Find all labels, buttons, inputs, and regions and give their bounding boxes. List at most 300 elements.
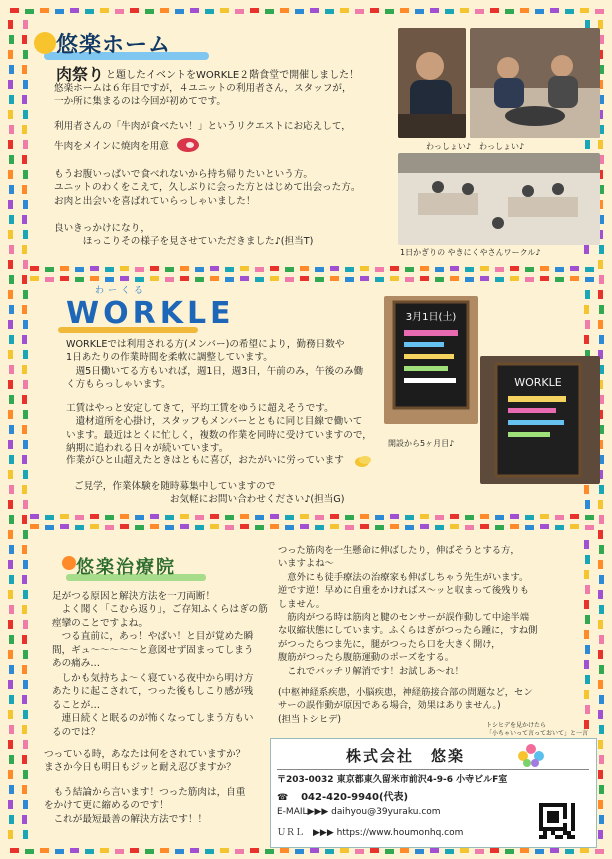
confetti-piece: [180, 266, 189, 271]
confetti-piece: [8, 50, 13, 59]
confetti-piece: [8, 710, 13, 719]
confetti-piece: [450, 524, 459, 529]
confetti-piece: [585, 525, 594, 530]
confetti-piece: [210, 276, 219, 281]
confetti-piece: [598, 680, 603, 689]
confetti-piece: [8, 740, 13, 749]
confetti-piece: [480, 266, 489, 271]
confetti-piece: [585, 645, 590, 654]
confetti-piece: [220, 848, 229, 853]
qr-module: [551, 803, 555, 807]
qr-module: [571, 803, 575, 807]
confetti-piece: [30, 514, 39, 519]
confetti-piece: [300, 524, 309, 529]
confetti-piece: [585, 615, 590, 624]
confetti-piece: [160, 8, 169, 13]
confetti-piece: [598, 830, 603, 839]
confetti-piece: [8, 230, 13, 239]
confetti-piece: [599, 515, 604, 524]
confetti-piece: [510, 514, 519, 519]
confetti-piece: [540, 266, 549, 271]
photo-bbq-group: [470, 28, 600, 138]
confetti-piece: [9, 335, 14, 344]
confetti-piece: [430, 8, 439, 13]
qr-module: [571, 823, 575, 827]
confetti-piece: [435, 525, 444, 530]
confetti-piece: [255, 525, 264, 530]
confetti-piece: [9, 785, 14, 794]
meat-festival-subtitle: と題したイベントをWORKLE２階食堂で開催しました！: [106, 70, 360, 81]
confetti-piece: [8, 470, 13, 479]
confetti-piece: [330, 524, 339, 529]
confetti-piece: [8, 140, 13, 149]
confetti-piece: [584, 570, 589, 579]
confetti-piece: [22, 455, 27, 464]
confetti-piece: [150, 276, 159, 281]
company-name: 株式会社 悠楽: [346, 747, 466, 765]
confetti-piece: [385, 849, 394, 854]
confetti-piece: [45, 525, 54, 530]
qr-module: [547, 803, 551, 807]
confetti-piece: [23, 740, 28, 749]
confetti-piece: [240, 524, 249, 529]
confetti-piece: [525, 267, 534, 272]
confetti-piece: [325, 9, 334, 14]
confetti-piece: [360, 524, 369, 529]
confetti-piece: [435, 267, 444, 272]
confetti-piece: [22, 185, 27, 194]
confetti-piece: [9, 305, 14, 314]
confetti-piece: [510, 276, 519, 281]
confetti-piece: [150, 266, 159, 271]
confetti-piece: [22, 35, 27, 44]
confetti-piece: [599, 665, 604, 674]
confetti-piece: [520, 8, 529, 13]
confetti-piece: [370, 848, 379, 853]
svg-text:WORKLE: WORKLE: [514, 376, 562, 389]
confetti-piece: [599, 335, 604, 344]
confetti-piece: [9, 95, 14, 104]
qr-module: [539, 835, 543, 839]
qr-module: [571, 807, 575, 811]
company-divider: [277, 769, 589, 770]
confetti-piece: [585, 500, 590, 509]
company-info-box: [270, 738, 597, 848]
confetti-piece: [9, 275, 14, 284]
confetti-piece: [23, 230, 28, 239]
confetti-piece: [8, 500, 13, 509]
confetti-piece: [22, 335, 27, 344]
qr-module: [571, 827, 575, 831]
confetti-piece: [22, 275, 27, 284]
qr-module: [551, 811, 555, 815]
confetti-piece: [535, 849, 544, 854]
confetti-piece: [598, 140, 603, 149]
confetti-piece: [375, 277, 384, 282]
qr-module: [555, 811, 559, 815]
qr-module: [555, 815, 559, 819]
confetti-piece: [9, 695, 14, 704]
confetti-piece: [480, 276, 489, 281]
confetti-piece: [115, 9, 124, 14]
confetti-piece: [510, 266, 519, 271]
confetti-piece: [75, 267, 84, 272]
confetti-piece: [240, 266, 249, 271]
confetti-piece: [145, 9, 154, 14]
confetti-piece: [295, 849, 304, 854]
confetti-piece: [598, 740, 603, 749]
confetti-piece: [23, 440, 28, 449]
confetti-piece: [135, 267, 144, 272]
confetti-piece: [415, 849, 424, 854]
confetti-piece: [240, 276, 249, 281]
chiryoin-dot-icon: [62, 556, 76, 570]
confetti-piece: [599, 725, 604, 734]
clapping-hands-icon: [354, 454, 372, 468]
confetti-piece: [599, 695, 604, 704]
confetti-piece: [599, 275, 604, 284]
confetti-piece: [599, 755, 604, 764]
company-email[interactable]: E-MAIL▶▶▶ daihyou@39yuraku.com: [277, 807, 441, 817]
confetti-piece: [598, 650, 603, 659]
confetti-piece: [60, 524, 69, 529]
workle-paragraph-3: 作業がひと山超えたときはともに喜び，おたがいに労っています: [66, 455, 344, 466]
confetti-piece: [460, 8, 469, 13]
confetti-piece: [385, 9, 394, 14]
confetti-piece: [205, 849, 214, 854]
confetti-piece: [255, 515, 264, 520]
qr-module: [555, 827, 559, 831]
confetti-piece: [30, 524, 39, 529]
confetti-piece: [270, 514, 279, 519]
confetti-piece: [8, 680, 13, 689]
confetti-piece: [450, 276, 459, 281]
confetti-piece: [584, 630, 589, 639]
confetti-piece: [70, 8, 79, 13]
workle-paragraph-2: 工賃はやっと安定してきて，平均工賃をゆうに超えそうです。 遺材道所を心掛け，スタッフもメンバーとともに同じ目線で働いて います。最近はとくに忙しく，複数の作業を同時に受けていますので， 納期に追われる日々が続いています。: [66, 403, 372, 455]
confetti-piece: [45, 515, 54, 520]
qr-module: [539, 819, 543, 823]
confetti-piece: [599, 635, 604, 644]
home-paragraph-3: 牛肉をメインに焼肉を用意: [54, 141, 169, 152]
confetti-piece: [8, 800, 13, 809]
meat-festival-title: 肉祭り: [56, 65, 105, 84]
confetti-piece: [22, 305, 27, 314]
confetti-piece: [250, 848, 259, 853]
confetti-piece: [435, 277, 444, 282]
chiryoin-left-paragraph-3: つっている時，あなたは何をされていますか？ まさか今日も明日もジッと耐え忍びますか？: [44, 749, 246, 774]
confetti-piece: [8, 80, 13, 89]
confetti-piece: [23, 110, 28, 119]
confetti-piece: [465, 525, 474, 530]
confetti-piece: [90, 524, 99, 529]
qr-module: [539, 823, 543, 827]
chiryoin-right-paragraph-2: (中枢神経系疾患，小脳疾患，神経筋接合部の問題など，セン サーの誤作動が原因である場合，効果はありません。) (担当トシヒデ): [278, 687, 533, 725]
confetti-piece: [8, 260, 13, 269]
confetti-piece: [550, 8, 559, 13]
confetti-piece: [30, 266, 39, 271]
confetti-piece: [525, 277, 534, 282]
confetti-piece: [145, 849, 154, 854]
confetti-piece: [8, 560, 13, 569]
confetti-piece: [105, 267, 114, 272]
confetti-piece: [580, 848, 589, 853]
qr-module: [563, 815, 567, 819]
confetti-piece: [190, 848, 199, 853]
confetti-piece: [285, 525, 294, 530]
confetti-piece: [285, 267, 294, 272]
confetti-piece: [435, 515, 444, 520]
confetti-piece: [330, 276, 339, 281]
confetti-piece: [40, 848, 49, 853]
confetti-piece: [420, 276, 429, 281]
qr-module: [563, 827, 567, 831]
confetti-piece: [23, 320, 28, 329]
confetti-piece: [405, 525, 414, 530]
confetti-piece: [8, 380, 13, 389]
confetti-piece: [390, 276, 399, 281]
confetti-piece: [100, 848, 109, 853]
confetti-piece: [9, 635, 14, 644]
confetti-piece: [535, 9, 544, 14]
confetti-piece: [525, 525, 534, 530]
confetti-piece: [495, 515, 504, 520]
confetti-piece: [120, 524, 129, 529]
qr-module: [543, 803, 547, 807]
confetti-piece: [190, 8, 199, 13]
confetti-piece: [585, 277, 594, 282]
confetti-piece: [23, 560, 28, 569]
meat-icon: [176, 137, 200, 153]
confetti-piece: [265, 849, 274, 854]
confetti-piece: [390, 266, 399, 271]
confetti-piece: [22, 65, 27, 74]
confetti-piece: [570, 276, 579, 281]
confetti-piece: [210, 266, 219, 271]
qr-module: [551, 819, 555, 823]
confetti-piece: [598, 770, 603, 779]
confetti-piece: [195, 277, 204, 282]
confetti-piece: [22, 485, 27, 494]
confetti-piece: [70, 848, 79, 853]
confetti-piece: [9, 815, 14, 824]
confetti-piece: [555, 267, 564, 272]
confetti-piece: [180, 524, 189, 529]
confetti-piece: [165, 277, 174, 282]
confetti-piece: [599, 785, 604, 794]
confetti-piece: [255, 277, 264, 282]
confetti-piece: [599, 605, 604, 614]
photo-bbq-man: [398, 28, 466, 138]
confetti-piece: [330, 514, 339, 519]
chiryoin-left-paragraph-1: 足がつる原因と解決方法を一刀両断！ よく聞く「こむら返り」，ご存知ふくらはぎの筋 痙攣のことですよね。 つる直前に，あっ！やばい！と目が覚めた瞬 間，ギュ～～～～～と意図せず固まってしまう あの痛み…: [52, 591, 268, 670]
confetti-piece: [345, 515, 354, 520]
confetti-piece: [555, 525, 564, 530]
qr-code-icon[interactable]: [539, 803, 575, 839]
confetti-piece: [584, 660, 589, 669]
confetti-piece: [195, 515, 204, 520]
home-photo-caption-1: わっしょい♪ わっしょい♪: [426, 142, 525, 151]
confetti-piece: [330, 266, 339, 271]
company-tel-row: [277, 788, 408, 803]
confetti-piece: [370, 8, 379, 13]
confetti-piece: [23, 20, 28, 29]
confetti-piece: [540, 524, 549, 529]
confetti-piece: [8, 350, 13, 359]
confetti-piece: [195, 267, 204, 272]
confetti-piece: [599, 815, 604, 824]
qr-module: [543, 831, 547, 835]
confetti-piece: [310, 8, 319, 13]
confetti-piece: [585, 140, 590, 149]
confetti-piece: [23, 770, 28, 779]
company-address: 〒203-0032 東京都東久留米市前沢4-9-6 小寺ビルF室: [277, 775, 508, 785]
company-url[interactable]: ＵＲＬ ▶▶▶ https://www.houmonhq.com: [277, 828, 464, 838]
confetti-piece: [585, 267, 594, 272]
confetti-piece: [235, 849, 244, 854]
confetti-piece: [175, 9, 184, 14]
confetti-piece: [584, 305, 589, 314]
confetti-piece: [360, 514, 369, 519]
confetti-piece: [540, 514, 549, 519]
confetti-piece: [25, 9, 34, 14]
confetti-piece: [480, 514, 489, 519]
confetti-piece: [23, 140, 28, 149]
confetti-piece: [22, 425, 27, 434]
confetti-piece: [85, 9, 94, 14]
confetti-piece: [460, 848, 469, 853]
confetti-piece: [9, 35, 14, 44]
workle-ruby: わーくる: [95, 286, 148, 296]
confetti-piece: [205, 9, 214, 14]
qr-module: [567, 831, 571, 835]
confetti-piece: [135, 277, 144, 282]
confetti-piece: [584, 245, 589, 254]
svg-text:3月1日(土): 3月1日(土): [405, 312, 457, 323]
confetti-piece: [570, 514, 579, 519]
confetti-piece: [9, 455, 14, 464]
qr-module: [539, 807, 543, 811]
confetti-piece: [585, 320, 590, 329]
confetti-piece: [240, 514, 249, 519]
confetti-piece: [60, 514, 69, 519]
confetti-piece: [115, 849, 124, 854]
confetti-piece: [265, 9, 274, 14]
confetti-piece: [9, 155, 14, 164]
qr-module: [563, 807, 567, 811]
confetti-piece: [400, 8, 409, 13]
confetti-piece: [355, 9, 364, 14]
confetti-piece: [599, 545, 604, 554]
confetti-piece: [8, 830, 13, 839]
confetti-piece: [445, 849, 454, 854]
confetti-piece: [375, 515, 384, 520]
confetti-piece: [45, 267, 54, 272]
confetti-piece: [9, 395, 14, 404]
confetti-piece: [8, 590, 13, 599]
qr-module: [563, 831, 567, 835]
confetti-piece: [584, 690, 589, 699]
confetti-piece: [598, 800, 603, 809]
confetti-piece: [8, 200, 13, 209]
home-paragraph-4: もうお腹いっぱいで食べれないから持ち帰りたいという方。 ユニットのわくをこえて，久しぶりに会った方とはじめて出会った方。 お肉と出会いを喜ばれていらっしゃいました！: [54, 169, 361, 207]
confetti-piece: [23, 650, 28, 659]
confetti-piece: [130, 848, 139, 853]
home-paragraph-2: 利用者さんの「牛肉が食べたい！」というリクエストにお応えして，: [54, 121, 351, 132]
confetti-piece: [150, 514, 159, 519]
qr-module: [543, 835, 547, 839]
confetti-piece: [585, 515, 594, 520]
confetti-piece: [75, 515, 84, 520]
confetti-piece: [22, 395, 27, 404]
confetti-piece: [598, 320, 603, 329]
confetti-piece: [475, 9, 484, 14]
confetti-piece: [598, 290, 603, 299]
qr-module: [563, 803, 567, 807]
qr-module: [559, 827, 563, 831]
confetti-piece: [405, 267, 414, 272]
confetti-piece: [270, 276, 279, 281]
confetti-piece: [584, 335, 589, 344]
confetti-piece: [495, 277, 504, 282]
confetti-piece: [9, 485, 14, 494]
confetti-piece: [415, 9, 424, 14]
confetti-piece: [165, 515, 174, 520]
confetti-piece: [480, 524, 489, 529]
confetti-piece: [570, 266, 579, 271]
confetti-piece: [325, 849, 334, 854]
confetti-piece: [90, 276, 99, 281]
confetti-piece: [225, 515, 234, 520]
confetti-piece: [22, 545, 27, 554]
confetti-piece: [9, 515, 14, 524]
chiryoin-left-paragraph-4: もう結論から言います！つった筋肉は，自重 をかけて更に縮めるのです！ これが最短最善の解決方法です！！: [44, 787, 246, 825]
confetti-piece: [180, 514, 189, 519]
confetti-piece: [295, 9, 304, 14]
chiryoin-right-paragraph-1: つった筋肉を一生懸命に伸ばしたり，伸ばそうとする方， いますよね～ 意外にも徒手療法の治療家も伸ばしちゃう先生がいます。 逆です逆！早めに自重をかければス～ッと収まって後残りも しません。 筋肉がつる時は筋肉と腱のセンサーが誤作動して中途半端 な収縮状態にしています。ふくらはぎがつったら踵に，すね側 がつったらつま先に，腿がつったら口を大きく開け， 腹筋がつったら腹筋運動のポーズをする。 これでバッチリ解消です！お試しあ～れ！: [278, 545, 538, 677]
confetti-piece: [495, 267, 504, 272]
confetti-piece: [10, 848, 19, 853]
photo-chalkboard-2: [480, 356, 600, 484]
confetti-piece: [105, 277, 114, 282]
qr-module: [571, 815, 575, 819]
confetti-piece: [23, 350, 28, 359]
confetti-piece: [23, 200, 28, 209]
confetti-piece: [520, 848, 529, 853]
flower-logo-icon: [516, 743, 546, 767]
confetti-piece: [9, 725, 14, 734]
confetti-piece: [598, 590, 603, 599]
confetti-piece: [23, 470, 28, 479]
confetti-piece: [8, 20, 13, 29]
confetti-piece: [22, 125, 27, 134]
confetti-piece: [598, 710, 603, 719]
photo-dining-hall: [398, 153, 600, 245]
confetti-piece: [390, 524, 399, 529]
confetti-piece: [360, 266, 369, 271]
confetti-piece: [9, 755, 14, 764]
confetti-piece: [584, 485, 589, 494]
confetti-piece: [25, 849, 34, 854]
confetti-piece: [195, 525, 204, 530]
confetti-piece: [465, 277, 474, 282]
confetti-piece: [565, 849, 574, 854]
confetti-piece: [120, 514, 129, 519]
confetti-piece: [475, 849, 484, 854]
confetti-piece: [9, 185, 14, 194]
confetti-piece: [375, 267, 384, 272]
confetti-piece: [150, 524, 159, 529]
